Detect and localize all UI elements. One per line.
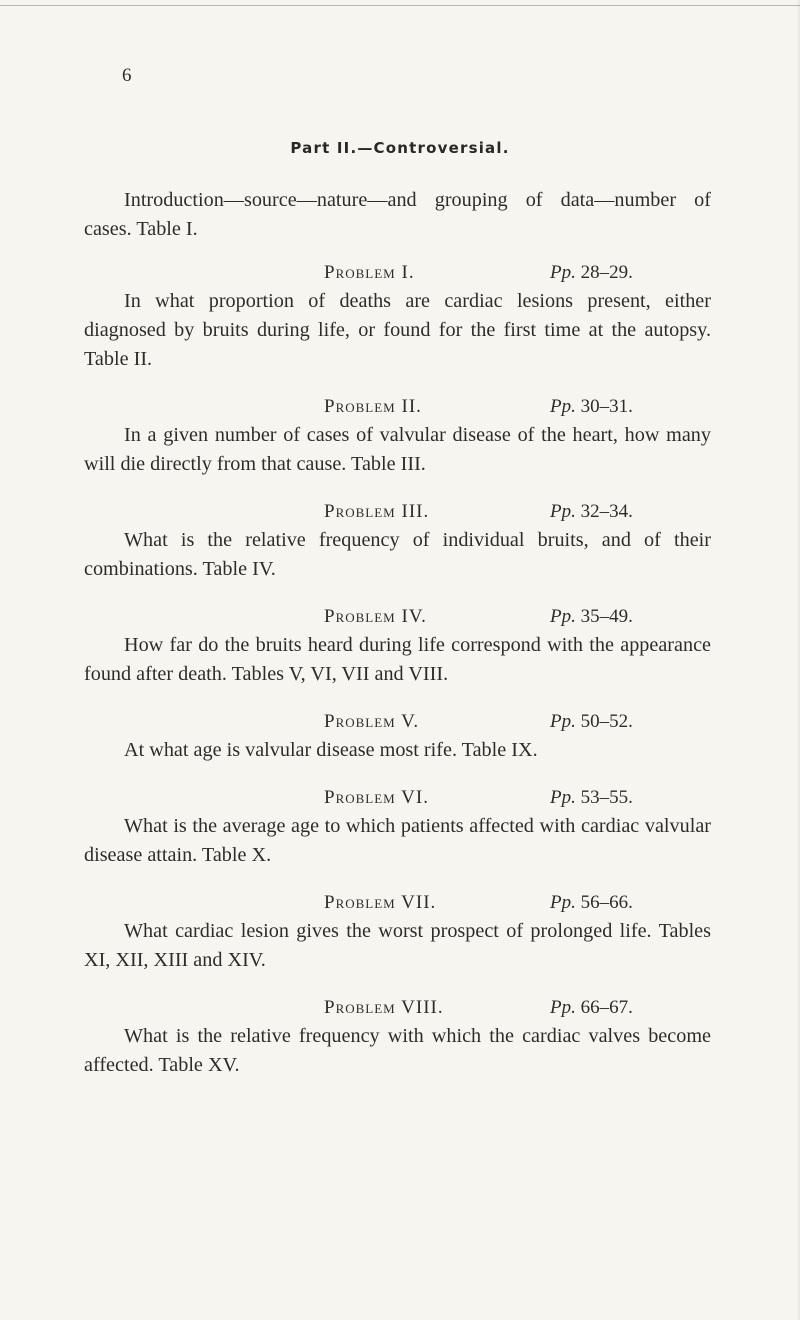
pp-label: Pp.: [550, 396, 576, 417]
problem-heading: [84, 707, 711, 736]
problem-heading: [84, 888, 711, 917]
problem-description: What is the relative frequency with which the cardiac valves become affected. Table XV.: [84, 1025, 711, 1076]
problem-description: What is the relative frequency of individual bruits, and of their combinations. Table IV.: [84, 529, 711, 580]
part-heading: Part II.—Controversial.: [290, 139, 510, 157]
problem-heading: [84, 497, 711, 526]
problem-heading: [84, 258, 711, 287]
problem-description: What is the average age to which patients affected with cardiac valvular disease attain. Table X.: [84, 815, 711, 866]
pp-label: Pp.: [550, 892, 576, 913]
page-edge-shadow: [796, 0, 800, 1320]
page-range: 28–29.: [580, 262, 633, 283]
problem-title: Problem III.: [324, 501, 430, 522]
problem-heading: [84, 783, 711, 812]
problem-title: Problem VI.: [324, 787, 429, 808]
page-range: 56–66.: [580, 892, 633, 913]
pp-label: Pp.: [550, 711, 576, 732]
page-range: 30–31.: [580, 396, 633, 417]
problem-title: Problem VIII.: [324, 997, 444, 1018]
introduction-paragraph: Introduction—source—nature—and grouping of data—number of cases. Table I.: [84, 189, 711, 240]
pp-label: Pp.: [550, 997, 576, 1018]
spacer: [84, 765, 711, 783]
problem-title: Problem V.: [324, 711, 420, 732]
top-rule: [0, 5, 800, 6]
spacer: [84, 374, 711, 392]
spacer: [84, 584, 711, 602]
spacer: [84, 479, 711, 497]
pp-label: Pp.: [550, 606, 576, 627]
spacer: [84, 975, 711, 993]
problem-heading: [84, 602, 711, 631]
spacer: [84, 870, 711, 888]
spacer: [84, 244, 711, 258]
problem-pages: [550, 602, 633, 631]
problem-pages: [550, 888, 633, 917]
pp-label: Pp.: [550, 787, 576, 808]
pp-label: Pp.: [550, 262, 576, 283]
problem-pages: [550, 783, 633, 812]
page-range: 50–52.: [580, 711, 633, 732]
pp-label: Pp.: [550, 501, 576, 522]
problem-description: At what age is valvular disease most rife. Table IX.: [124, 739, 538, 761]
problem-title: Problem VII.: [324, 892, 437, 913]
problem-pages: [550, 993, 633, 1022]
problem-heading: [84, 993, 711, 1022]
page-range: 53–55.: [580, 787, 633, 808]
problem-description: What cardiac lesion gives the worst prospect of prolonged life. Tables XI, XII, XIII and XIV.: [84, 920, 711, 971]
problem-pages: [550, 707, 633, 736]
problem-pages: [550, 392, 633, 421]
problem-title: Problem I.: [324, 262, 415, 283]
page-number: 6: [122, 65, 132, 86]
problem-description: How far do the bruits heard during life correspond with the appearance found after death. Tables V, VI, VII and VIII.: [84, 634, 711, 685]
page-range: 32–34.: [580, 501, 633, 522]
problem-heading: [84, 392, 711, 421]
problem-description: In a given number of cases of valvular disease of the heart, how many will die directly from that cause. Table III.: [84, 424, 711, 475]
page-range: 66–67.: [580, 997, 633, 1018]
problem-title: Problem II.: [324, 396, 422, 417]
page-range: 35–49.: [580, 606, 633, 627]
problem-description: In what proportion of deaths are cardiac lesions present, either diagnosed by bruits during life, or found for the first time at the autopsy. Table II.: [84, 290, 711, 370]
spacer: [84, 689, 711, 707]
problem-pages: [550, 258, 633, 287]
problem-title: Problem IV.: [324, 606, 427, 627]
problem-pages: [550, 497, 633, 526]
contents-column: [84, 186, 711, 1080]
